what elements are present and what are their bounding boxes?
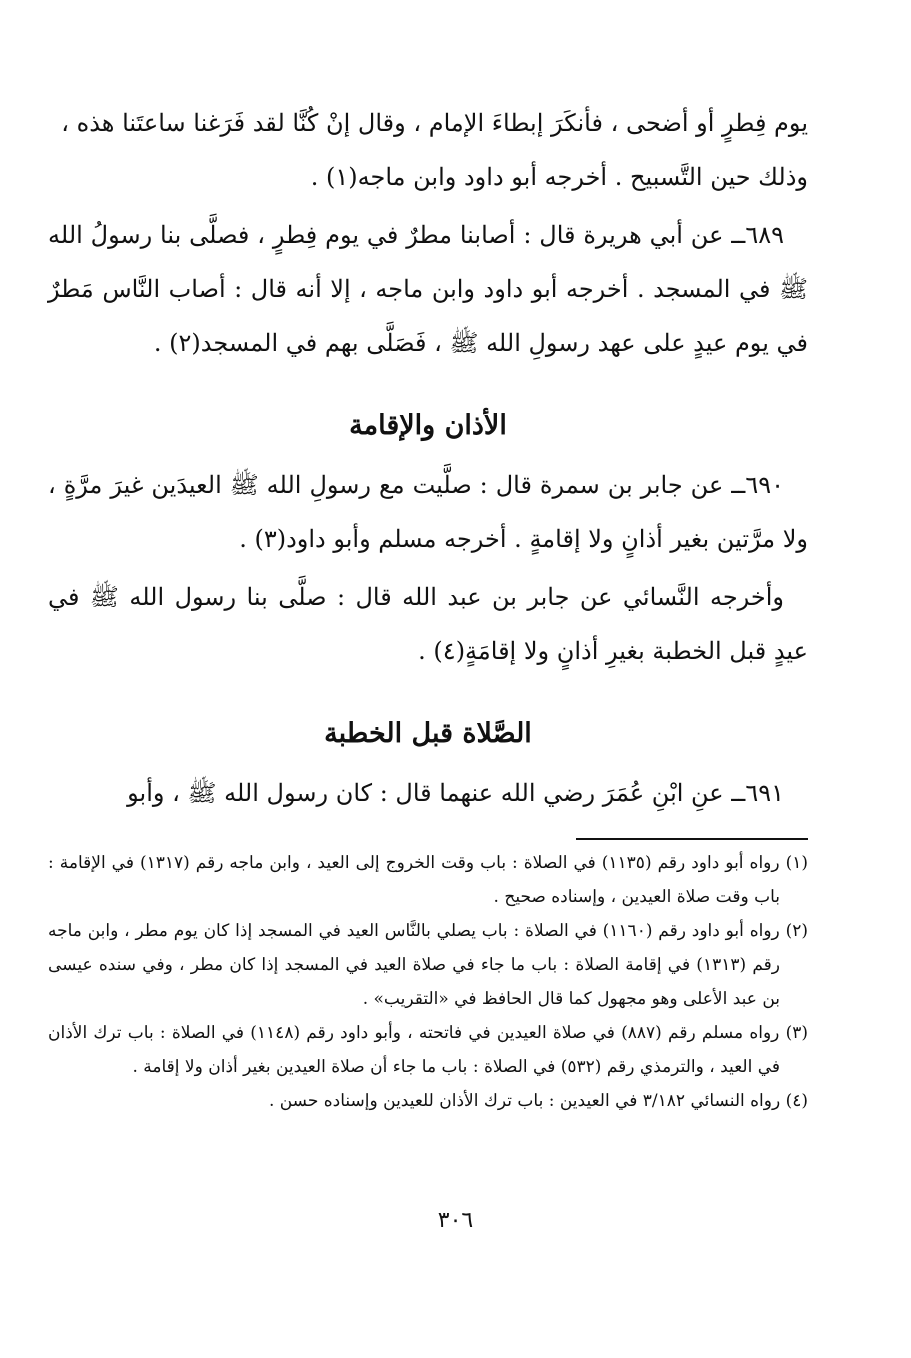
footnote-2: (٢) رواه أبو داود رقم (١١٦٠) في الصلاة : باب يصلي بالنَّاس العيد في المسجد إذا كان يوم مطر ، وابن ماجه رقم (١٣١٣) في إقامة الصلاة : باب ما جاء في صلاة العيد في المسجد إذا كان مطر ، وفي سنده عيسى بن عبد الأعلى وهو مجهول كما قال الحافظ في «التقريب» . bbox=[48, 921, 808, 1009]
continuation-paragraph bbox=[48, 96, 808, 204]
continuation-line-2: وذلك حين التَّسبيح . أخرجه أبو داود وابن ماجه(١) . bbox=[310, 163, 808, 191]
page-number: ٣٠٦ bbox=[437, 1208, 474, 1233]
footnote-divider bbox=[576, 838, 808, 840]
hadith-690-addendum: وأخرجه النَّسائي عن جابر بن عبد الله قال : صلَّى بنا رسول الله ﷺ في عيدٍ قبل الخطبة بغيرِ أذانٍ ولا إقامَةٍ(٤) . bbox=[48, 583, 808, 665]
footnote-4: (٤) رواه النسائي ٣/١٨٢ في العيدين : باب ترك الأذان للعيدين وإسناده حسن . bbox=[268, 1091, 808, 1111]
footnote-3: (٣) رواه مسلم رقم (٨٨٧) في صلاة العيدين في فاتحته ، وأبو داود رقم (١١٤٨) في الصلاة : باب ترك الأذان في العيد ، والترمذي رقم (٥٣٢) في الصلاة : باب ما جاء أن صلاة العيدين بغير أذان ولا إقامة . bbox=[48, 1023, 808, 1077]
section-title-prayer-before-sermon: الصَّلاة قبل الخطبة bbox=[324, 718, 532, 749]
hadith-689: ٦٨٩ــ عن أبي هريرة قال : أصابنا مطرٌ في يوم فِطرٍ ، فصلَّى بنا رسولُ الله ﷺ في المسجد . أخرجه أبو داود وابن ماجه ، إلا أنه قال : أصاب النَّاس مَطرٌ في يوم عيدٍ على عهد رسولِ الله ﷺ ، فَصَلَّى بهم في المسجد(٢) . bbox=[48, 221, 808, 357]
hadith-691: ٦٩١ــ عنِ ابْنِ عُمَرَ رضي الله عنهما قال : كان رسول الله ﷺ ، وأبو bbox=[127, 779, 784, 807]
page-content bbox=[48, 96, 808, 1118]
footnotes bbox=[48, 846, 808, 1118]
footnote-1: (١) رواه أبو داود رقم (١١٣٥) في الصلاة : باب وقت الخروج إلى العيد ، وابن ماجه رقم (١٣١٧) في الإقامة : باب وقت صلاة العيدين ، وإسناده صحيح . bbox=[48, 853, 808, 907]
section-title-adhan-iqama: الأذان والإقامة bbox=[349, 410, 507, 441]
hadith-690: ٦٩٠ــ عن جابر بن سمرة قال : صلَّيت مع رسولِ الله ﷺ العيدَين غيرَ مرَّةٍ ، ولا مرَّتين بغير أذانٍ ولا إقامةٍ . أخرجه مسلم وأبو داود(٣) . bbox=[48, 471, 808, 553]
continuation-line-1: يوم فِطرٍ أو أضحى ، فأنكَرَ إبطاءَ الإمام ، وقال إنْ كُنَّا لقد فَرَغنا ساعتَنا هذه ، bbox=[61, 109, 808, 137]
